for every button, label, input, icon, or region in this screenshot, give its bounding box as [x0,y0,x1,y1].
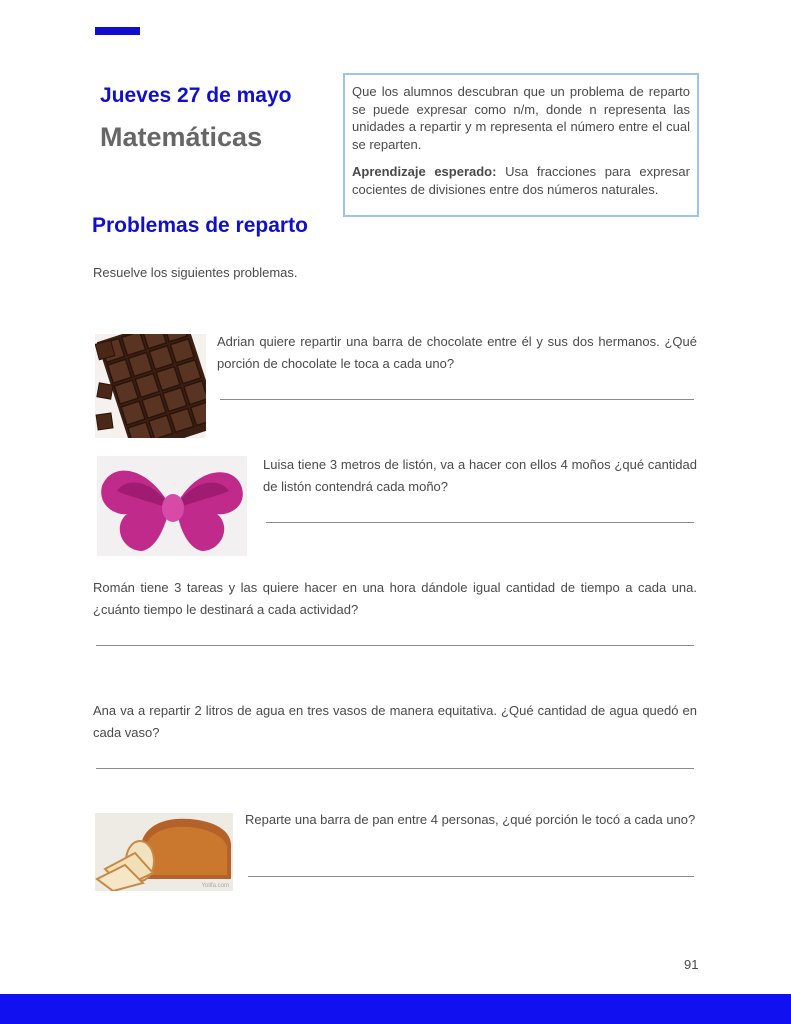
bow-icon [97,456,247,556]
expected-learning [352,163,690,198]
expected-text: Usa fracciones para expresar cocientes de divisiones entre dos números naturales. [352,164,690,197]
learning-goal-box [343,73,699,217]
goal-text: Que los alumnos descubran que un problema de reparto se puede expresar como n/m, donde n representa las unidades a repartir y m representa el número entre el cual se reparten. [352,84,690,152]
problem-4-text: Ana va a repartir 2 litros de agua en tres vasos de manera equitativa. ¿Qué cantidad de agua quedó en cada vaso? [93,703,697,740]
answer-line-3[interactable] [96,645,694,646]
top-accent-bar [95,27,140,35]
image-watermark: Yolifa.com [201,883,229,889]
bread-icon [95,813,233,891]
answer-line-5[interactable] [248,876,694,877]
subject-title: Matemáticas [100,122,263,152]
problem-1-text: Adrian quiere repartir una barra de chocolate entre él y sus dos hermanos. ¿Qué porción de chocolate le toca a cada uno? [217,334,697,371]
answer-line-4[interactable] [96,768,694,769]
problem-2-text: Luisa tiene 3 metros de listón, va a hacer con ellos 4 moños ¿qué cantidad de listón contendrá cada moño? [263,457,697,494]
chocolate-bar-image [95,334,206,438]
page-number: 91 [684,957,699,972]
answer-line-1[interactable] [220,399,694,400]
problem-5-text: Reparte una barra de pan entre 4 personas, ¿qué porción le tocó a cada uno? [245,812,696,827]
answer-line-2[interactable] [266,522,694,523]
chocolate-bar-icon [95,334,206,438]
instructions: Resuelve los siguientes problemas. [93,265,298,280]
bread-loaf-image [95,813,233,891]
pink-bow-image [97,456,247,556]
expected-label: Aprendizaje esperado: [352,164,497,179]
bottom-accent-bar [0,994,791,1024]
section-title: Problemas de reparto [92,214,308,237]
lesson-date: Jueves 27 de mayo [100,84,292,107]
problem-3-text: Román tiene 3 tareas y las quiere hacer en una hora dándole igual cantidad de tiempo a cada una. ¿cuánto tiempo le destinará a cada actividad? [93,580,697,617]
